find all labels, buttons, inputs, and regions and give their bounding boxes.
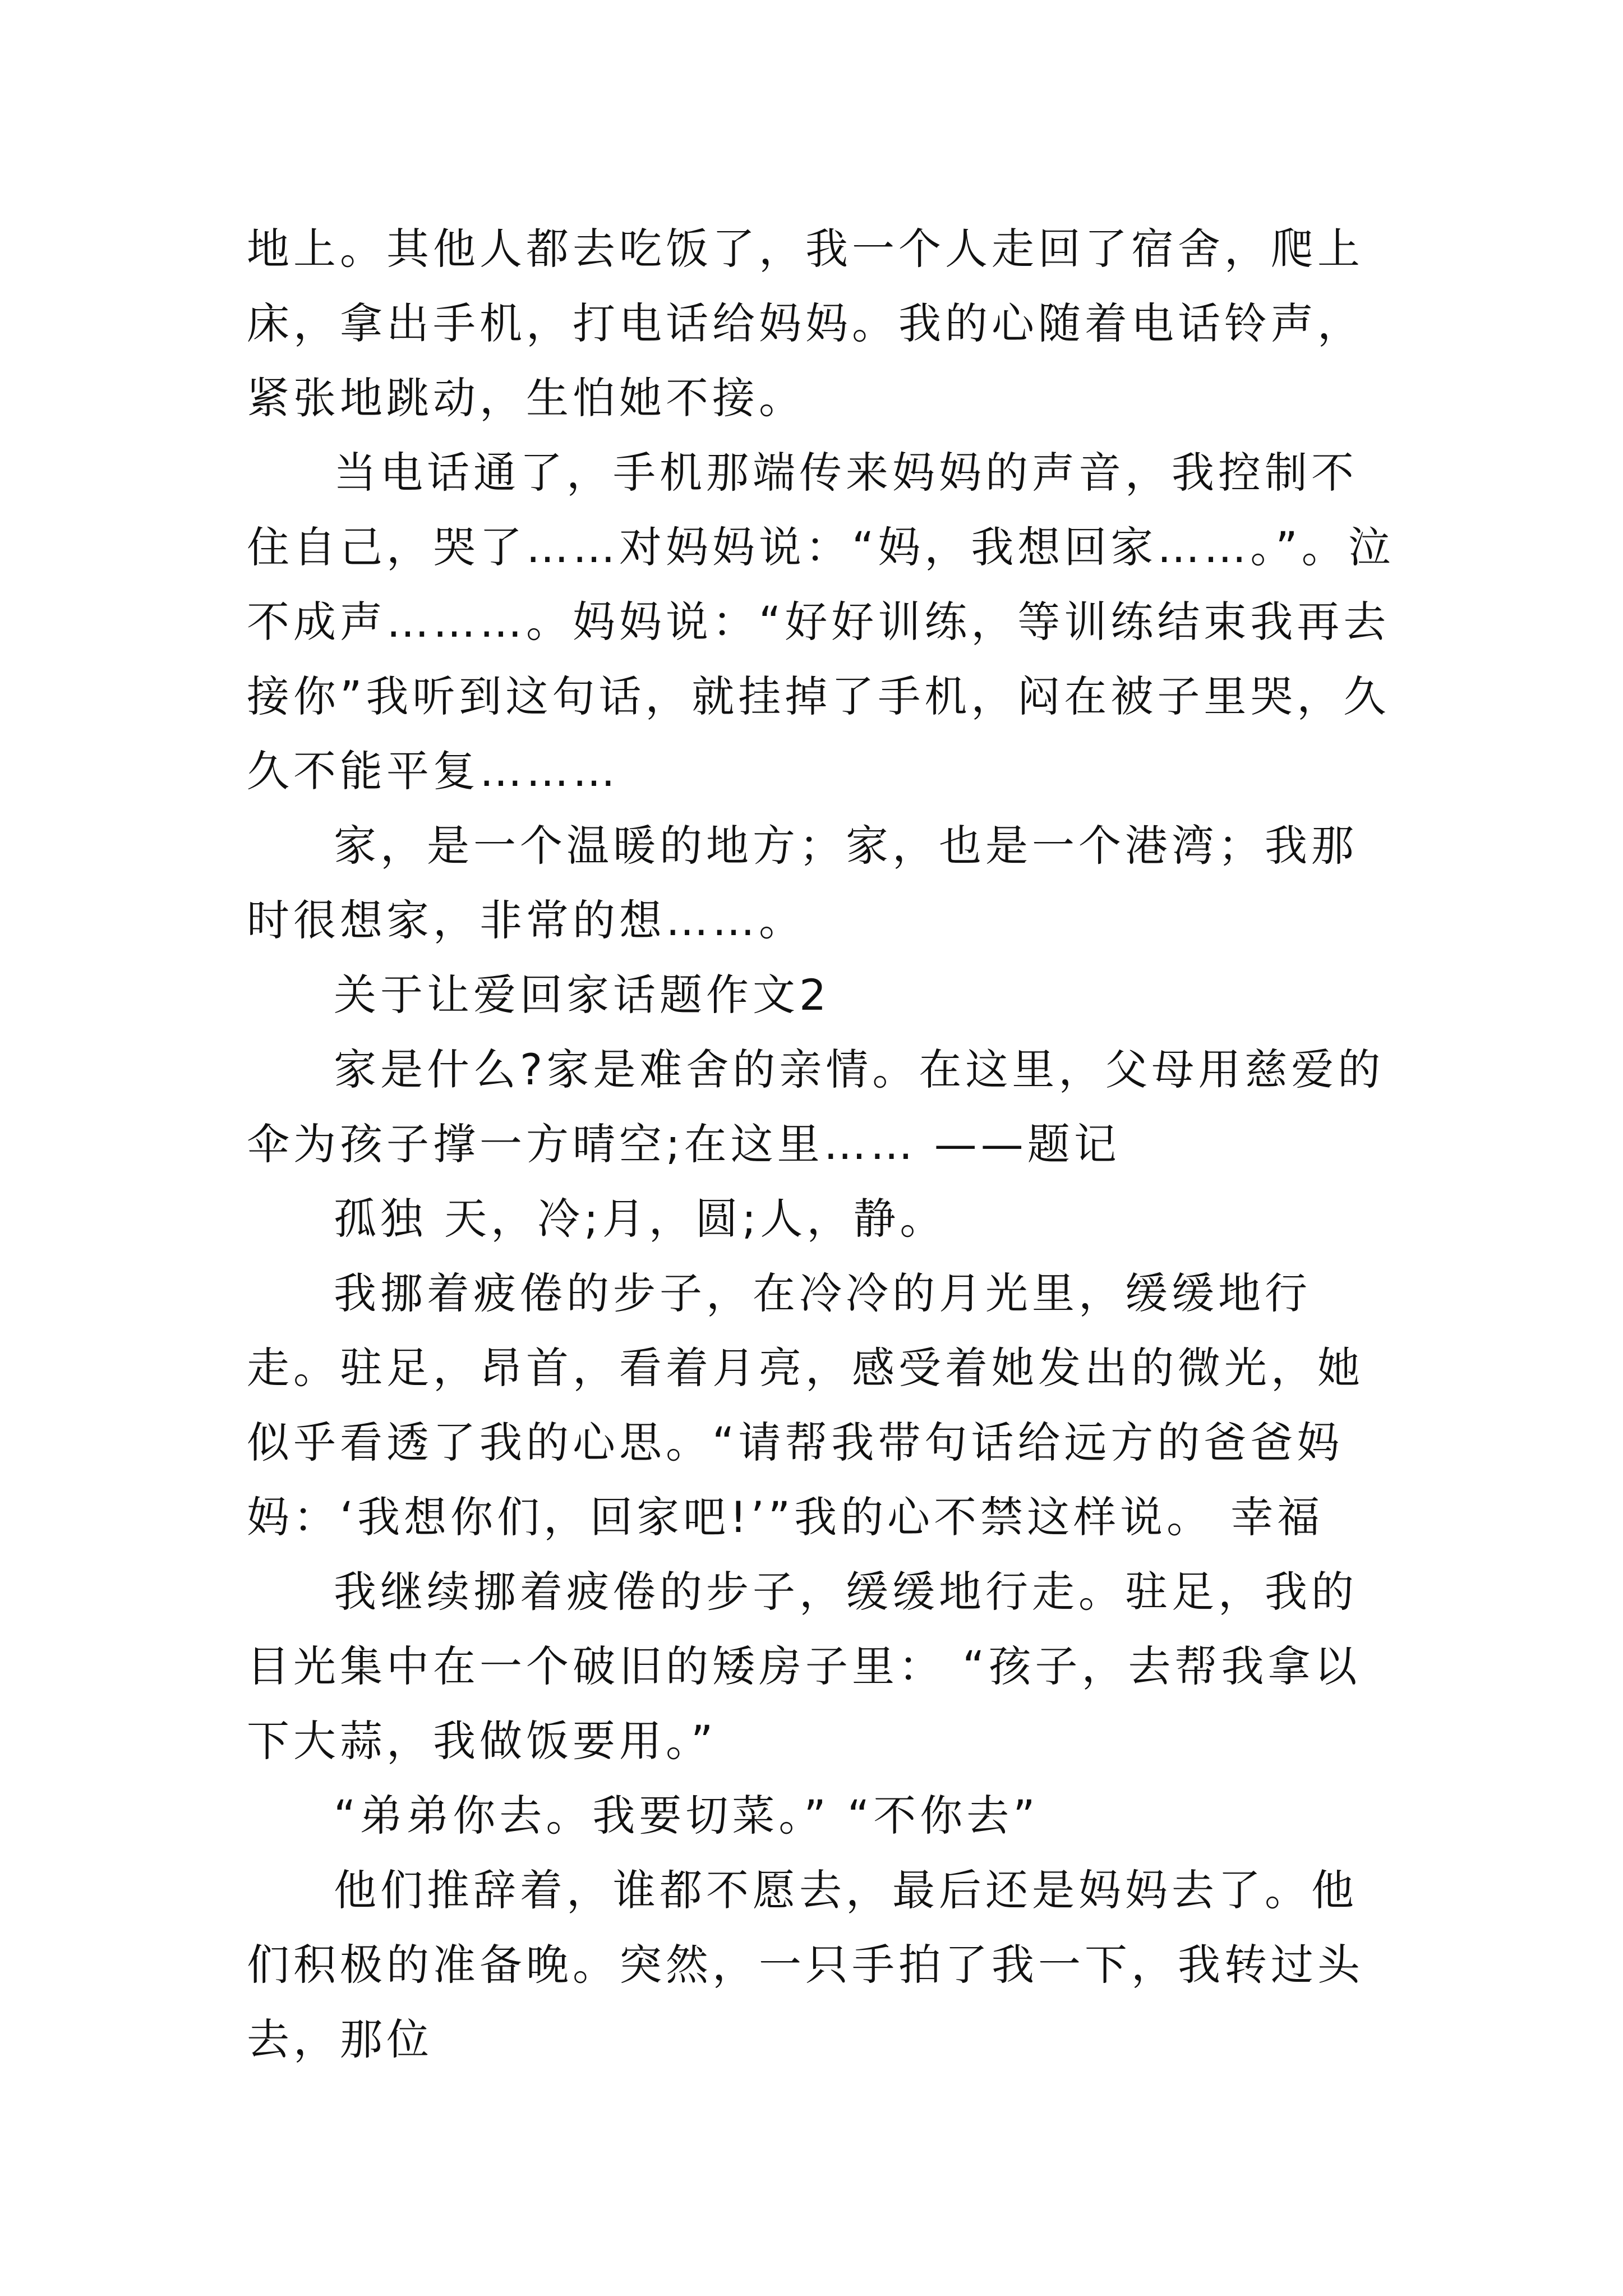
- paragraph-7: 我继续挪着疲倦的步子，缓缓地行走。驻足，我的目光集中在一个破旧的矮房子里： “孩子，去帮我拿以下大蒜，我做饭要用。”: [247, 1567, 1361, 1766]
- paragraph-3: 家，是一个温暖的地方；家，也是一个港湾；我那时很想家，非常的想……。: [247, 821, 1358, 945]
- paragraph-1: 地上。其他人都去吃饭了，我一个人走回了宿舍，爬上床，拿出手机，打电话给妈妈。我的心随着电话铃声，紧张地跳动，生怕她不接。: [247, 224, 1364, 423]
- paragraph-9: 他们推辞着，谁都不愿去，最后还是妈妈去了。他们积极的准备晚。突然，一只手拍了我一下，我转过头去，那位: [247, 1865, 1364, 2064]
- paragraph-5: 孤独 天，冷;月，圆;人，静。: [334, 1194, 947, 1244]
- paragraph-6: 我挪着疲倦的步子，在冷冷的月光里，缓缓地行走。驻足，昂首，看着月亮，感受着她发出的微光，她似乎看透了我的心思。“请帮我带句话给远方的爸爸妈妈：‘我想你们，回家吧!’”我的心不禁这样说。 幸福: [247, 1268, 1364, 1542]
- paragraph-2: 当电话通了，手机那端传来妈妈的声音，我控制不住自己，哭了……对妈妈说：“妈，我想回家……。”。泣不成声………。妈妈说：“好好训练，等训练结束我再去接你”我听到这句话，就挂掉了手机，闷在被子里哭，久久不能平复………: [247, 448, 1395, 796]
- section-heading: 关于让爱回家话题作文2: [334, 970, 831, 1020]
- paragraph-4: 家是什么?家是难舍的亲情。在这里，父母用慈爱的伞为孩子撑一方晴空;在这里…… ——题记: [247, 1045, 1385, 1169]
- paragraph-8: “弟弟你去。我要切菜。” “不你去”: [334, 1791, 1039, 1841]
